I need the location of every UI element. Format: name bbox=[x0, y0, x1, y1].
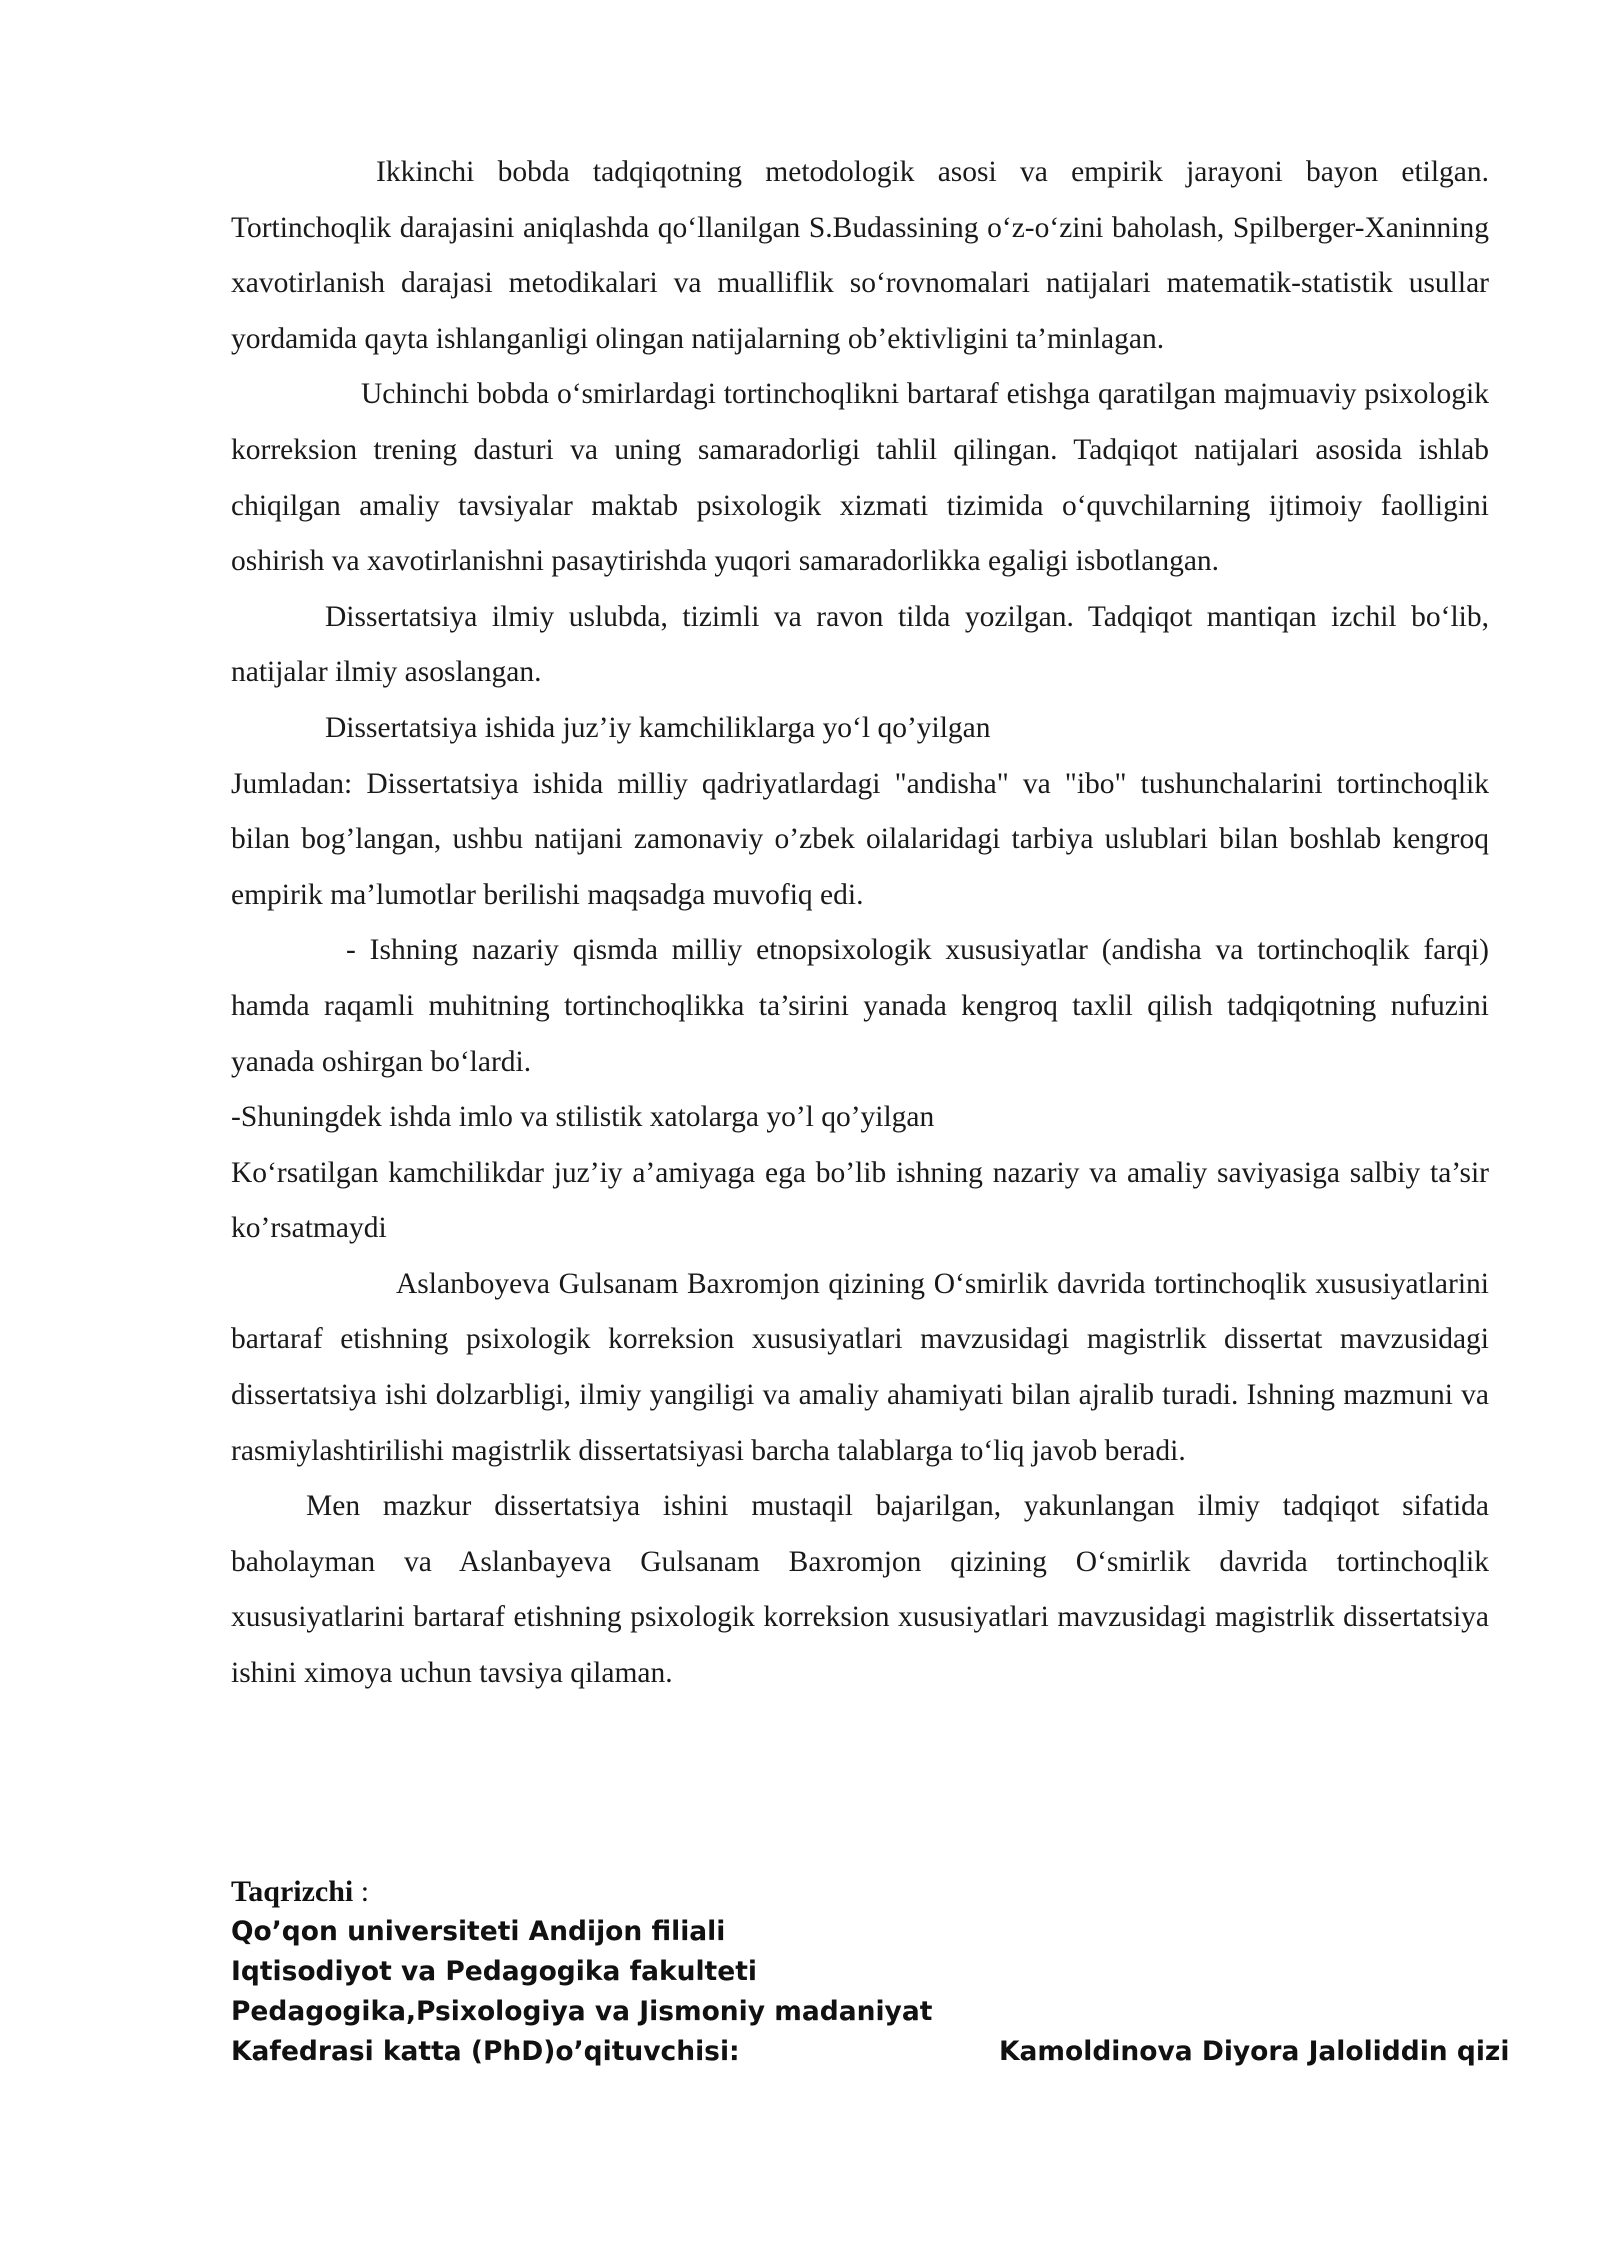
reviewer-label-colon: : bbox=[353, 1875, 370, 1908]
paragraph-shortcomings-minor: Ko‘rsatilgan kamchilikdar juz’iy a’amiyaga ega bo’lib ishning nazariy va amaliy saviyasiga salbiy ta’sir ko’rsatmaydi bbox=[231, 1156, 1489, 1245]
paragraph-shortcomings-intro: Dissertatsiya ishida juz’iy kamchiliklarga yo‘l qo’yilgan bbox=[325, 711, 991, 744]
paragraph-relevance: Aslanboyeva Gulsanam Baxromjon qizining O‘smirlik davrida tortinchoqlik xususiyatlarini bartaraf etishning psixologik korreksion xususiyatlari mavzusidagi magistrlik dissertat mavzusidagi dissertatsiya ishi dolzarbligi, ilmiy yangiligi va amaliy ahamiyati bilan ajralib turadi. Ishning mazmuni va rasmiylashtirilishi magistrlik dissertatsiyasi barcha talablarga to‘liq javob beradi. bbox=[231, 1267, 1489, 1467]
reviewer-position-row bbox=[231, 2032, 1510, 2072]
paragraph-shortcoming-theory: - Ishning nazariy qismda milliy etnopsixologik xususiyatlar (andisha va tortinchoqlik farqi) hamda raqamli muhitning tortinchoqlikka ta’sirini yanada kengroq taxlil qilish tadqiqotning nufuzini yanada oshirgan bo‘lardi. bbox=[231, 934, 1489, 1078]
reviewer-university: Qo’qon universiteti Andijon filiali bbox=[231, 1916, 726, 1947]
paragraph-shortcoming-andisha: Jumladan: Dissertatsiya ishida milliy qadriyatlardagi "andisha" va "ibo" tushunchalarini tortinchoqlik bilan bog’langan, ushbu natijani zamonaviy o’zbek oilalaridagi tarbiya uslublari bilan boshlab kengroq empirik ma’lumotlar berilishi maqsadga muvofiq edi. bbox=[231, 767, 1489, 911]
reviewer-label bbox=[231, 1872, 1491, 1912]
reviewer-name: Kamoldinova Diyora Jaloliddin qizi bbox=[999, 2036, 1510, 2067]
reviewer-position: Kafedrasi katta (PhD)o’qituvchisi: bbox=[231, 2036, 740, 2067]
document-body bbox=[231, 145, 1489, 1702]
paragraph-chapter-two: Ikkinchi bobda tadqiqotning metodologik asosi va empirik jarayoni bayon etilgan. Tortinchoqlik darajasini aniqlashda qo‘llanilgan S.Budassining o‘z-o‘zini baholash, Spilberger-Xaninning xavotirlanish darajasi metodikalari va mualliflik so‘rovnomalari natijalari matematik-statistik usullar yordamida qayta ishlanganligi olingan natijalarning ob’ektivligini ta’minlagan. bbox=[231, 156, 1489, 355]
reviewer-department: Pedagogika,Psixologiya va Jismoniy madaniyat bbox=[231, 1996, 933, 2027]
paragraph-chapter-three: Uchinchi bobda o‘smirlardagi tortinchoqlikni bartaraf etishga qaratilgan majmuaviy psixologik korreksion trening dasturi va uning samaradorligi tahlil qilingan. Tadqiqot natijalari asosida ishlab chiqilgan amaliy tavsiyalar maktab psixologik xizmati tizimida o‘quvchilarning ijtimoiy faolligini oshirish va xavotirlanishni pasaytirishda yuqori samaradorlikka egaligi isbotlangan. bbox=[231, 378, 1489, 578]
reviewer-faculty: Iqtisodiyot va Pedagogika fakulteti bbox=[231, 1956, 757, 1987]
paragraph-recommendation: Men mazkur dissertatsiya ishini mustaqil bajarilgan, yakunlangan ilmiy tadqiqot sifatida baholayman va Aslanbayeva Gulsanam Baxromjon qizining O‘smirlik davrida tortinchoqlik xususiyatlarini bartaraf etishning psixologik korreksion xususiyatlari mavzusidagi magistrlik dissertatsiya ishini ximoya uchun tavsiya qilaman. bbox=[231, 1490, 1489, 1690]
paragraph-style-assessment: Dissertatsiya ilmiy uslubda, tizimli va ravon tilda yozilgan. Tadqiqot mantiqan izchil bo‘lib, natijalar ilmiy asoslangan. bbox=[231, 600, 1489, 689]
reviewer-label-text: Taqrizchi bbox=[231, 1875, 354, 1908]
reviewer-signature-block bbox=[231, 1872, 1510, 2072]
paragraph-shortcoming-spelling: -Shuningdek ishda imlo va stilistik xatolarga yo’l qo’yilgan bbox=[231, 1101, 935, 1134]
